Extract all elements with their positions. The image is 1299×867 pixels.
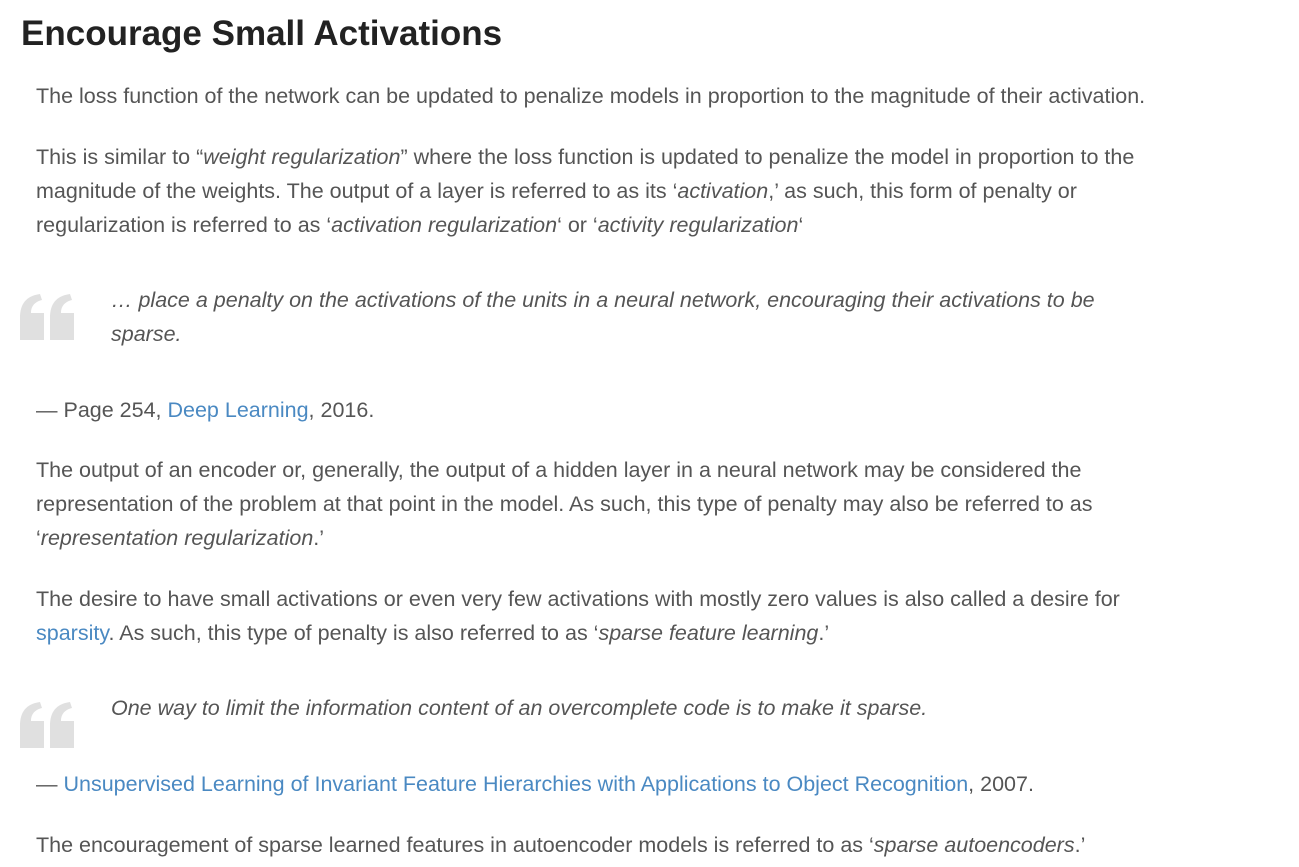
blockquote-overcomplete-code: One way to limit the information content of an overcomplete code is to make it sparse. (111, 696, 928, 720)
text: ‘ (798, 213, 804, 237)
text: , 2007. (968, 772, 1034, 796)
paragraph-sparsity (36, 582, 1196, 650)
deep-learning-link[interactable]: Deep Learning (167, 398, 309, 422)
quote-mark-icon (20, 702, 76, 748)
text: ,’ as such, this form of penalty or regularization is referred to as ‘ (36, 179, 1077, 237)
text: — Page 254, (36, 398, 168, 422)
section-heading: Encourage Small Activations (21, 14, 503, 53)
text: , 2016. (308, 398, 375, 422)
paragraph-representation-regularization (36, 453, 1196, 555)
emphasis: representation regularization (40, 526, 314, 550)
text: .’ (1074, 833, 1086, 857)
text: This is similar to “ (36, 145, 204, 169)
text: The desire to have small activations or even very few activations with mostly zero values is also called a desire for (36, 587, 1120, 611)
unsupervised-learning-paper-link[interactable]: Unsupervised Learning of Invariant Feature Hierarchies with Applications to Object Recognition (63, 772, 969, 796)
text: ” where the loss function is updated to penalize the model in proportion to the magnitude of the weights. The output of a layer is referred to as its ‘ (36, 145, 1135, 203)
text: — (36, 772, 64, 796)
text: .’ (818, 621, 830, 645)
text: ‘ or ‘ (557, 213, 598, 237)
sparsity-link[interactable]: sparsity (36, 621, 109, 645)
emphasis: weight regularization (203, 145, 401, 169)
emphasis: activation (677, 179, 769, 203)
text: . As such, this type of penalty is also referred to as ‘ (108, 621, 599, 645)
emphasis: activity regularization (597, 213, 799, 237)
paragraph-sparse-autoencoders (36, 828, 1196, 862)
emphasis: activation regularization (331, 213, 558, 237)
paragraph-weight-regularization (36, 140, 1196, 242)
text: The output of an encoder or, generally, the output of a hidden layer in a neural network may be considered the representation of the problem at that point in the model. As such, this type of penalty may also be referred to as ‘ (36, 458, 1093, 550)
text: .’ (313, 526, 325, 550)
emphasis: sparse feature learning (598, 621, 819, 645)
text: The encouragement of sparse learned features in autoencoder models is referred to as ‘ (36, 833, 874, 857)
paragraph-loss-function: The loss function of the network can be updated to penalize models in proportion to the magnitude of their activation. (36, 84, 1146, 108)
citation-unsupervised-learning (36, 767, 1196, 801)
emphasis: sparse autoencoders (873, 833, 1075, 857)
blockquote-activations: … place a penalty on the activations of the units in a neural network, encouraging their activations to be sparse. (111, 288, 1095, 346)
citation-deep-learning (36, 393, 1196, 427)
quote-mark-icon (20, 294, 76, 340)
